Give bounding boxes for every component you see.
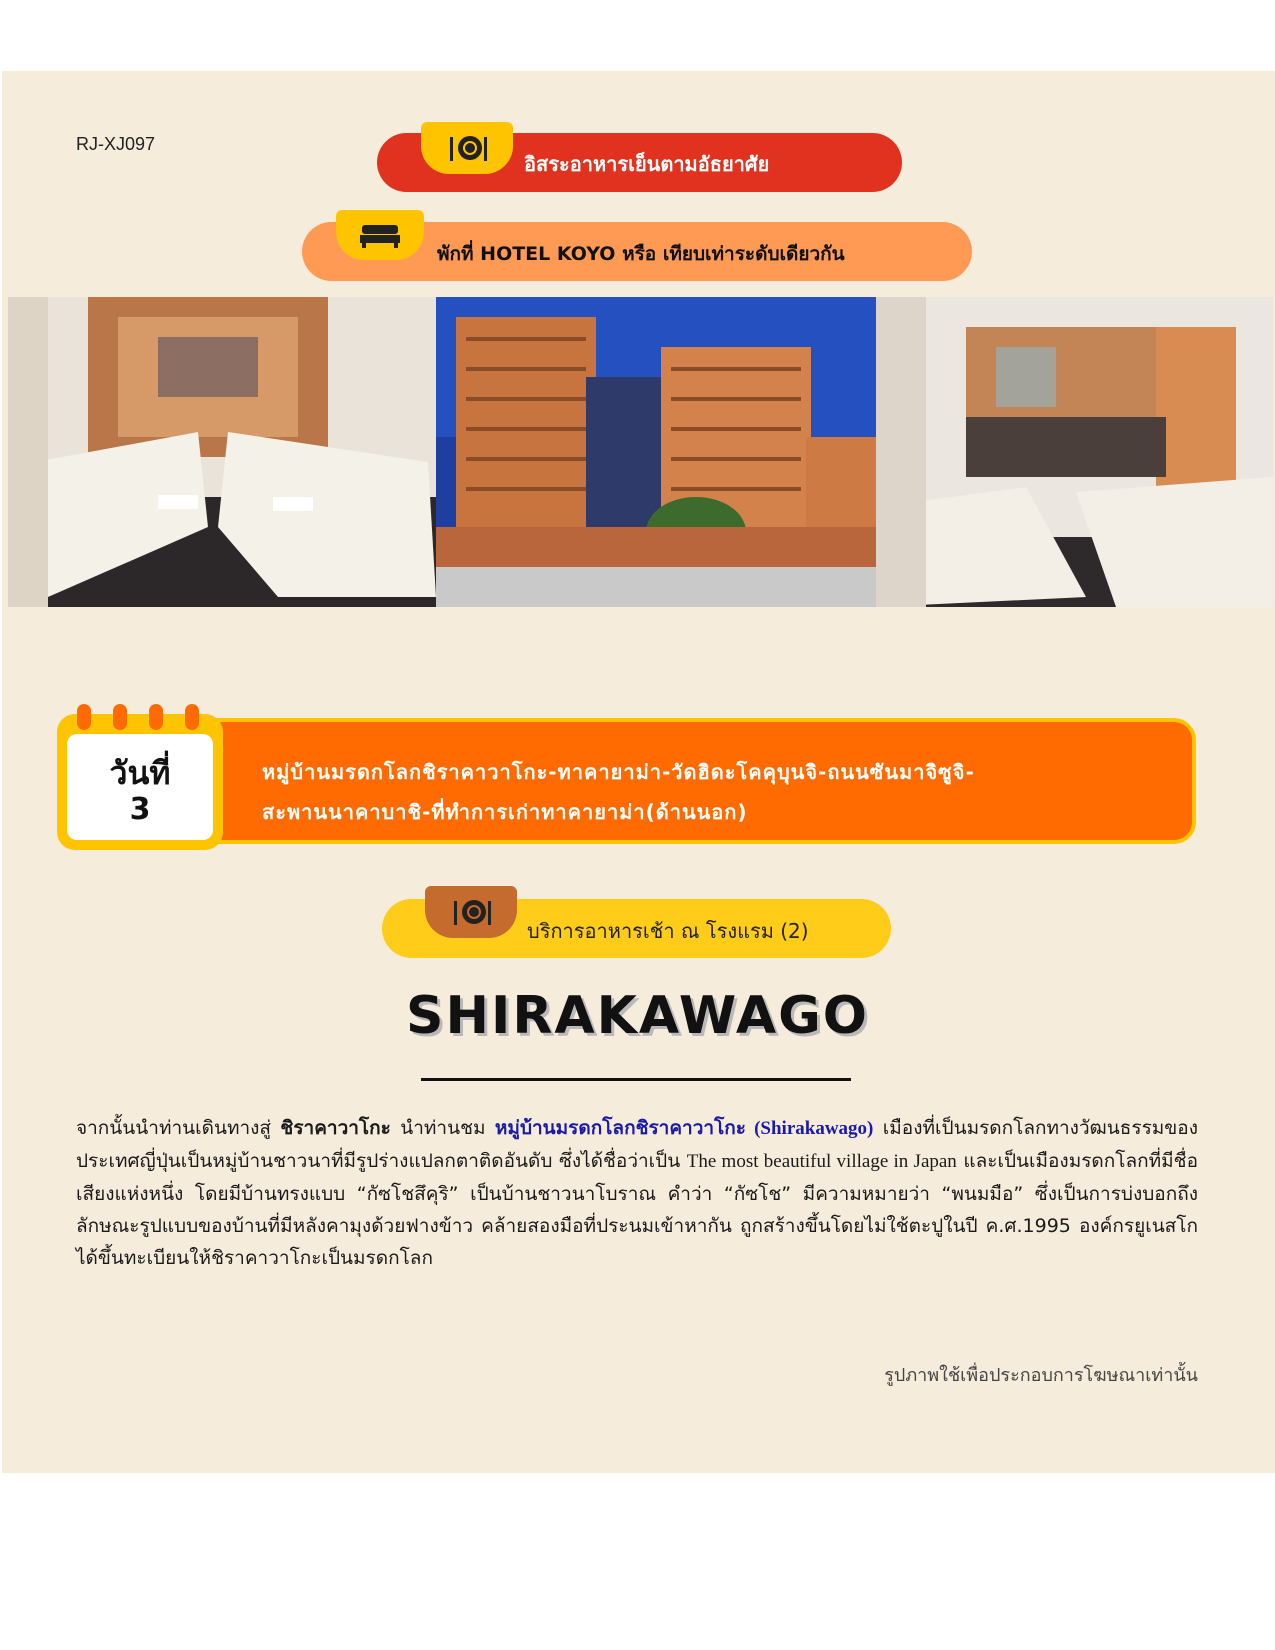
disclaimer-note: รูปภาพใช้เพื่อประกอบการโฆษณาเท่านั้น	[884, 1365, 1198, 1386]
dining-icon	[421, 122, 513, 174]
dining-icon	[425, 886, 517, 938]
day-label: วันที่	[109, 754, 171, 792]
place-name: ชิราคาวาโกะ	[280, 1117, 391, 1139]
dinner-banner-text: อิสระอาหารเย็นตามอัธยาศัย	[524, 152, 770, 176]
day-title-line-1: หมู่บ้านมรดกโลกชิราคาวาโกะ-ทาคายาม่า-วัดฮิดะโคคุบุนจิ-ถนนซันมาจิซูจิ-	[262, 760, 975, 784]
hotel-banner-text: พักที่ HOTEL KOYO หรือ เทียบเท่าระดับเดียวกัน	[437, 243, 845, 265]
tour-code: RJ-XJ097	[76, 134, 156, 154]
calendar-icon	[57, 714, 223, 850]
heading-underline	[421, 1078, 851, 1081]
hotel-exterior-photo	[436, 297, 876, 607]
bed-icon	[336, 210, 424, 260]
english-quote: The most beautiful village in Japan	[686, 1151, 957, 1172]
hotel-room-photo-left	[8, 297, 436, 607]
day-title-line-2: สะพานนาคาบาชิ-ที่ทำการเก่าทาคายาม่า(ด้านนอก)	[262, 800, 748, 824]
highlight-village-name: หมู่บ้านมรดกโลกชิราคาวาโกะ	[494, 1117, 746, 1139]
description-paragraph: จากนั้นนำท่านเดินทางสู่ ชิราคาวาโกะ นำท่านชม หมู่บ้านมรดกโลกชิราคาวาโกะ (Shirakawago) เมืองที่เป็นมรดกโลกทางวัฒนธรรมของประเทศญี่ปุ่นเป็นหมู่บ้านชาวนาที่มีรูปร่างแปลกตาติดอันดับ ซึ่งได้ชื่อว่าเป็น The most beautiful village in Japan และเป็นเมืองมรดกโลกที่มีชื่อเสียงแห่งหนึ่ง โดยมีบ้านทรงแบบ “กัซโชสึคุริ” เป็นบ้านชาวนาโบราณ คำว่า “กัซโช” มีความหมายว่า “พนมมือ” ซึ่งเป็นการบ่งบอกถึงลักษณะรูปแบบของบ้านที่มีหลังคามุงด้วยฟางข้าว คล้ายสองมือที่ประนมเข้าหากัน ถูกสร้างขึ้นโดยไม่ใช้ตะปูในปี ค.ศ.1995 องค์กรยูเนสโกได้ขึ้นทะเบียนให้ชิราคาวาโกะเป็นมรดกโลก	[76, 1117, 1198, 1269]
hotel-room-photo-right	[876, 297, 1273, 607]
section-heading: SHIRAKAWAGO	[406, 986, 869, 1046]
day-number: 3	[129, 792, 151, 827]
highlight-english-name: (Shirakawago)	[745, 1118, 874, 1139]
hotel-photos	[8, 297, 1273, 607]
breakfast-banner-text: บริการอาหารเช้า ณ โรงแรม (2)	[527, 919, 809, 943]
